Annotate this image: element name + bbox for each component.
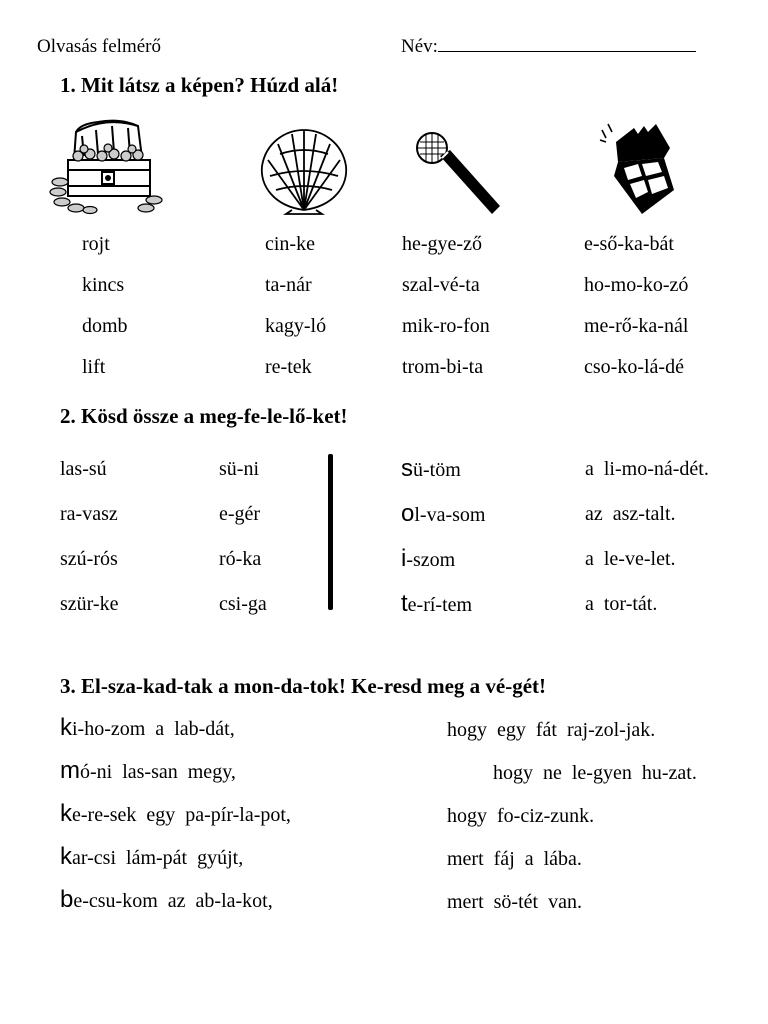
- name-field[interactable]: [401, 35, 696, 59]
- ex2-verb: ol-va-som: [401, 500, 486, 527]
- ex2-verb: te-rí-tem: [401, 590, 473, 617]
- sentence-start: be-csu-kom az ab-la-kot,: [60, 886, 273, 913]
- ex2-object: a tor-tát.: [585, 593, 658, 615]
- exercise-1-title: 1. Mit látsz a képen? Húzd alá!: [60, 73, 339, 97]
- initial-letter: k: [60, 714, 72, 741]
- ex2-animal: sü-ni: [219, 458, 259, 480]
- ex2-verb: i-szom: [401, 545, 456, 572]
- initial-letter: k: [60, 800, 72, 827]
- ex2-adjective: szú-rós: [60, 548, 118, 570]
- ex2-adjective: ra-vasz: [60, 503, 118, 525]
- ex1-word: szal-vé-ta: [402, 274, 480, 296]
- sentence-start: ke-re-sek egy pa-pír-la-pot,: [60, 800, 291, 827]
- chocolate-bar-icon: [594, 118, 684, 218]
- ex1-word: rojt: [82, 233, 110, 255]
- ex2-animal: csi-ga: [219, 593, 267, 615]
- sentence-end: hogy fo-ciz-zunk.: [447, 805, 595, 827]
- ex1-word: me-rő-ka-nál: [584, 315, 689, 337]
- initial-letter: k: [60, 843, 72, 870]
- microphone-icon: [414, 128, 504, 218]
- exercise-2-title: 2. Kösd össze a meg-fe-le-lő-ket!: [60, 404, 348, 428]
- ex1-word: ta-nár: [265, 274, 312, 296]
- ex2-object: a le-ve-let.: [585, 548, 676, 570]
- ex1-word: mik-ro-fon: [402, 315, 490, 337]
- ex2-object: a li-mo-ná-dét.: [585, 458, 709, 480]
- sentence-end: mert fáj a lába.: [447, 848, 582, 870]
- ex1-word: lift: [82, 356, 106, 378]
- ex1-word: kagy-ló: [265, 315, 327, 337]
- sentence-end: hogy egy fát raj-zol-jak.: [447, 719, 656, 741]
- ex1-word: cso-ko-lá-dé: [584, 356, 684, 378]
- initial-letter: t: [401, 590, 408, 617]
- seashell-icon: [256, 126, 352, 216]
- sentence-end: mert sö-tét van.: [447, 891, 582, 913]
- worksheet-title: Olvasás felmérő: [37, 36, 161, 57]
- column-divider: [328, 454, 333, 610]
- ex1-word: re-tek: [265, 356, 312, 378]
- name-blank-line[interactable]: [438, 35, 696, 52]
- initial-letter: i: [401, 545, 407, 572]
- name-label: Név:: [401, 36, 438, 57]
- ex2-animal: e-gér: [219, 503, 261, 525]
- initial-letter: m: [60, 757, 80, 784]
- sentence-end: hogy ne le-gyen hu-zat.: [493, 762, 697, 784]
- sentence-start: ki-ho-zom a lab-dát,: [60, 714, 235, 741]
- sentence-start: kar-csi lám-pát gyújt,: [60, 843, 244, 870]
- initial-letter: s: [401, 455, 413, 482]
- exercise-3-title: 3. El-sza-kad-tak a mon-da-tok! Ke-resd meg a vé-gét!: [60, 674, 547, 698]
- ex1-word: cin-ke: [265, 233, 315, 255]
- ex1-word: domb: [82, 315, 128, 337]
- ex2-object: az asz-talt.: [585, 503, 676, 525]
- initial-letter: b: [60, 886, 74, 913]
- ex2-verb: sü-töm: [401, 455, 461, 482]
- initial-letter: o: [401, 500, 415, 527]
- ex1-word: kincs: [82, 274, 125, 296]
- ex2-adjective: szür-ke: [60, 593, 119, 615]
- ex1-word: he-gye-ző: [402, 233, 482, 255]
- ex2-adjective: las-sú: [60, 458, 107, 480]
- treasure-chest-icon: [46, 112, 166, 218]
- sentence-start: mó-ni las-san megy,: [60, 757, 236, 784]
- ex1-word: trom-bi-ta: [402, 356, 484, 378]
- ex1-word: e-ső-ka-bát: [584, 233, 674, 255]
- ex2-animal: ró-ka: [219, 548, 262, 570]
- ex1-word: ho-mo-ko-zó: [584, 274, 689, 296]
